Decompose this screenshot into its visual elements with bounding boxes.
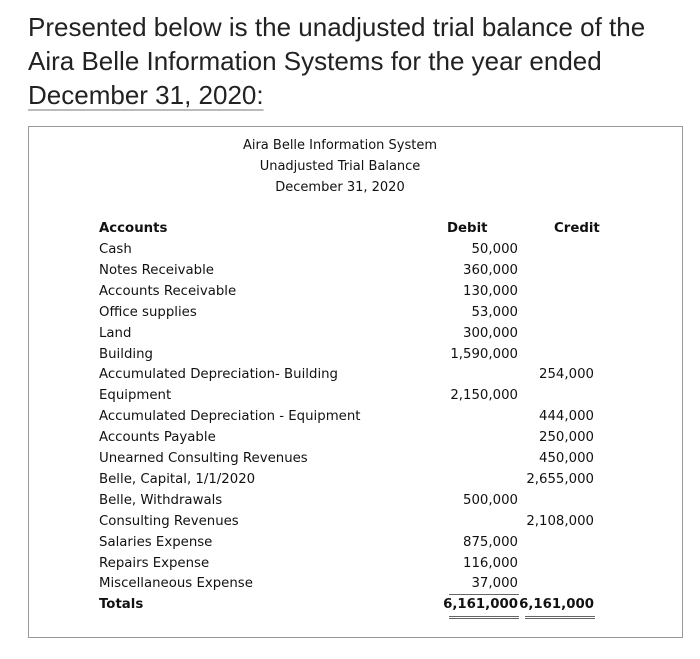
table-row-credit: 450,000 bbox=[539, 451, 594, 466]
table-row-account: Cash bbox=[99, 242, 132, 257]
table-row-debit: 130,000 bbox=[463, 284, 518, 299]
totals-credit: 6,161,000 bbox=[519, 597, 594, 612]
table-row-account: Repairs Expense bbox=[99, 556, 210, 571]
debit-total-double-rule bbox=[449, 616, 519, 617]
table-row-debit: 53,000 bbox=[471, 305, 518, 320]
credit-total-double-rule bbox=[525, 616, 595, 617]
table-row-account: Land bbox=[99, 326, 132, 341]
table-row-account: Belle, Capital, 1/1/2020 bbox=[99, 472, 256, 487]
table-row-account: Building bbox=[99, 347, 153, 362]
table-row-debit: 500,000 bbox=[463, 493, 518, 508]
table-row-account: Notes Receivable bbox=[99, 263, 214, 278]
table-row-debit: 300,000 bbox=[463, 326, 518, 341]
intro-line-1: Presented below is the unadjusted trial balance of the bbox=[28, 12, 646, 42]
table-row-account: Unearned Consulting Revenues bbox=[99, 451, 308, 466]
col-header-credit: Credit bbox=[554, 221, 600, 236]
table-row-debit: 116,000 bbox=[463, 556, 518, 571]
table-row-account: Accounts Payable bbox=[99, 430, 216, 445]
intro-line-3: December 31, 2020: bbox=[28, 80, 264, 110]
totals-debit: 6,161,000 bbox=[443, 597, 518, 612]
table-row-account: Consulting Revenues bbox=[99, 514, 239, 529]
table-row-debit: 1,590,000 bbox=[450, 347, 518, 362]
table-row-account: Salaries Expense bbox=[99, 535, 213, 550]
intro-line-2: Aira Belle Information Systems for the year ended bbox=[28, 46, 602, 76]
table-row-credit: 444,000 bbox=[539, 409, 594, 424]
table-row-account: Office supplies bbox=[99, 305, 197, 320]
table-row-account: Miscellaneous Expense bbox=[99, 576, 253, 591]
table-row-account: Accumulated Depreciation - Equipment bbox=[99, 409, 361, 424]
table-row-debit: 50,000 bbox=[471, 242, 518, 257]
report-date: December 31, 2020 bbox=[275, 180, 405, 195]
intro-text bbox=[28, 10, 688, 112]
company-name: Aira Belle Information System bbox=[242, 138, 438, 153]
table-row-debit: 360,000 bbox=[463, 263, 518, 278]
totals-label: Totals bbox=[99, 597, 144, 612]
table-row-credit: 250,000 bbox=[539, 430, 594, 445]
table-row-account: Belle, Withdrawals bbox=[99, 493, 223, 508]
debit-subtotal-rule bbox=[449, 594, 519, 595]
table-row-credit: 2,108,000 bbox=[526, 514, 594, 529]
col-header-accounts: Accounts bbox=[99, 221, 168, 236]
debit-total-double-rule-2 bbox=[449, 618, 519, 619]
credit-total-double-rule-2 bbox=[525, 618, 595, 619]
table-row-debit: 2,150,000 bbox=[450, 388, 518, 403]
table-row-credit: 254,000 bbox=[539, 367, 594, 382]
table-row-credit: 2,655,000 bbox=[526, 472, 594, 487]
table-row-account: Accounts Receivable bbox=[99, 284, 237, 299]
table-row-account: Equipment bbox=[99, 388, 172, 403]
table-row-debit: 37,000 bbox=[471, 576, 518, 591]
table-row-debit: 875,000 bbox=[463, 535, 518, 550]
report-title: Unadjusted Trial Balance bbox=[259, 159, 421, 174]
col-header-debit: Debit bbox=[447, 221, 488, 236]
table-row-account: Accumulated Depreciation- Building bbox=[99, 367, 338, 382]
